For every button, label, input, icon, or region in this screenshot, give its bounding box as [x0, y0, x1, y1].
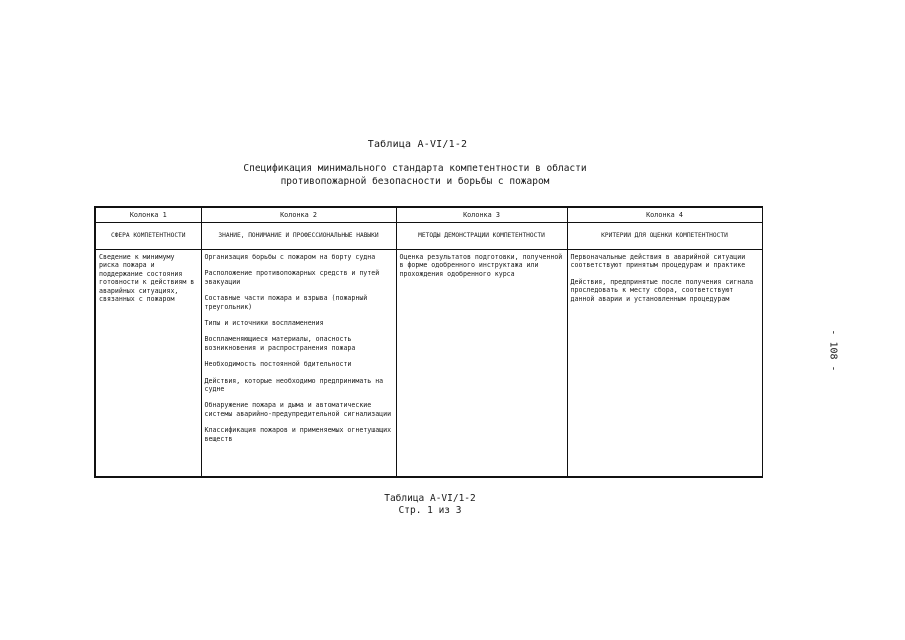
criteria-item: Действия, предпринятые после получения сигнала проследовать к месту сбора, соответствуют данной аварии и установленным процедурам	[570, 277, 754, 303]
knowledge-item: Классификация пожаров и применяемых огнетушащих веществ	[204, 426, 392, 443]
column-2-label: Колонка 2	[201, 207, 396, 223]
competence-cell	[95, 250, 201, 478]
column-2-heading: ЗНАНИЕ, ПОНИМАНИЕ И ПРОФЕССИОНАЛЬНЫЕ НАВЫКИ	[201, 223, 396, 250]
column-heading-row	[95, 223, 762, 250]
document-title	[230, 162, 600, 188]
knowledge-item: Обнаружение пожара и дыма и автоматические системы аварийно-предупредительной сигнализации	[204, 401, 392, 418]
column-3-label: Колонка 3	[396, 207, 567, 223]
table-label: Таблица A-VI/1-2	[367, 139, 468, 150]
column-3-heading: МЕТОДЫ ДЕМОНСТРАЦИИ КОМПЕТЕНТНОСТИ	[396, 223, 567, 250]
page-footer	[370, 493, 490, 517]
footer-table-label: Таблица A-VI/1-2	[384, 493, 476, 504]
table-row	[95, 250, 762, 478]
side-page-number: - 108 -	[827, 329, 839, 372]
footer-page-label: Стр. 1 из 3	[398, 505, 462, 516]
competence-table	[94, 206, 763, 478]
knowledge-item: Организация борьбы с пожаром на борту судна	[204, 253, 376, 261]
knowledge-item: Воспламеняющиеся материалы, опасность возникновения и распространения пожара	[204, 335, 356, 352]
knowledge-item: Расположение противопожарных средств и путей эвакуации	[204, 269, 380, 286]
methods-item: Оценка результатов подготовки, полученной в форме одобренного инструктажа или прохождения одобренного курса	[399, 253, 563, 278]
knowledge-item: Действия, которые необходимо предпринимать на судне	[204, 376, 384, 394]
knowledge-cell	[201, 250, 396, 478]
methods-cell	[396, 250, 567, 478]
document-title-line-1: Спецификация минимального стандарта компетентности в области	[243, 163, 587, 174]
column-1-heading: СФЕРА КОМПЕТЕНТНОСТИ	[95, 223, 201, 250]
knowledge-item: Необходимость постоянной бдительности	[204, 360, 352, 369]
column-1-label: Колонка 1	[95, 207, 201, 223]
criteria-item: Первоначальные действия в аварийной ситуации соответствуют принятым процедурам и практике	[570, 253, 746, 270]
knowledge-item: Составные части пожара и взрыва (пожарный треугольник)	[204, 294, 368, 311]
document-title-line-2: противопожарной безопасности и борьбы с пожаром	[280, 176, 550, 187]
criteria-cell	[567, 250, 762, 478]
knowledge-item: Типы и источники воспламенения	[204, 319, 324, 328]
competence-item: Сведение к минимуму риска пожара и поддержание состояния готовности к действиям в аварийных ситуациях, связанных с пожаром	[99, 253, 195, 304]
column-number-row	[95, 207, 762, 223]
column-4-heading: КРИТЕРИИ ДЛЯ ОЦЕНКИ КОМПЕТЕНТНОСТИ	[567, 223, 762, 250]
column-4-label: Колонка 4	[567, 207, 762, 223]
